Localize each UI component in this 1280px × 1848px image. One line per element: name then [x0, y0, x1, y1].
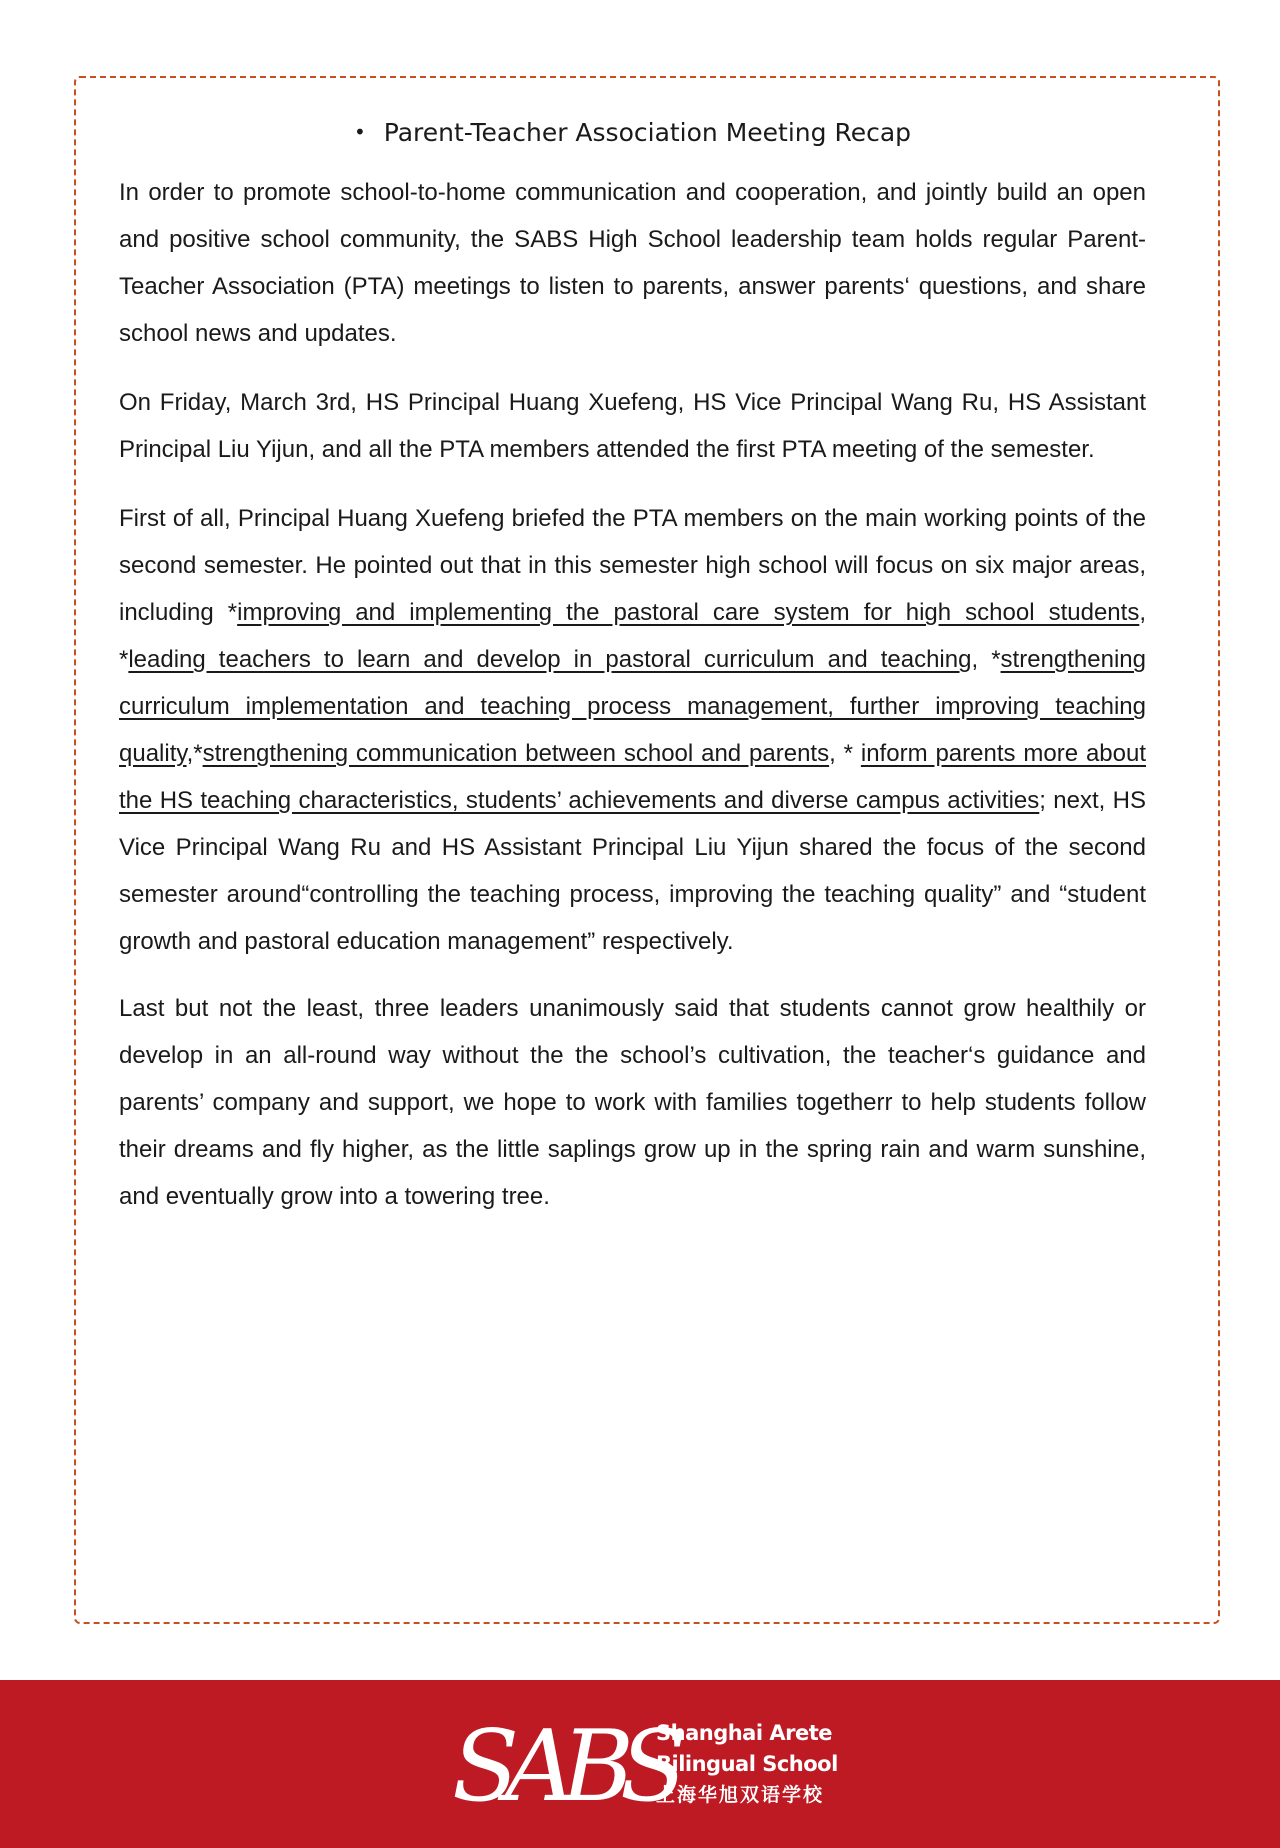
paragraph-intro: In order to promote school-to-home communication and cooperation, and jointly build an open and positive school community, the SABS High School leadership team holds regular Parent-Teacher Association (PTA) meetings to listen to parents, answer parents‘ questions, and share school news and updates.: [119, 179, 1146, 347]
focus-outro-text: ; next, HS Vice Principal Wang Ru and HS Assistant Principal Liu Yijun shared the focus of the second semester around“controlling the teaching process, improving the teaching quality” and “student growth and pastoral education management” respectively.: [119, 787, 1147, 955]
paragraph-focus-areas: [119, 495, 1146, 965]
sabs-logo-mark-icon: [452, 1710, 674, 1824]
focus-separator-3: ,*: [186, 740, 203, 767]
school-name-chinese: 上海华旭双语学校: [656, 1783, 825, 1806]
focus-area-4: strengthening communication between school and parents: [202, 740, 830, 767]
article-body: [119, 112, 1146, 1242]
focus-separator-2: , *: [971, 646, 1001, 673]
focus-separator-4: , *: [829, 740, 861, 767]
paragraph-meeting-attendees: On Friday, March 3rd, HS Principal Huang Xuefeng, HS Vice Principal Wang Ru, HS Assistant Principal Liu Yijun, and all the PTA members attended the first PTA meeting of the semester.: [119, 389, 1146, 463]
school-name-line-2: Bilingual School: [656, 1751, 838, 1776]
focus-area-1: improving and implementing the pastoral care system for high school students: [237, 599, 1140, 626]
focus-area-5: inform parents more about the HS teaching characteristics, students’ achievements and diverse campus activities: [119, 740, 1146, 814]
section-heading: [119, 112, 1146, 155]
school-logo: [452, 1710, 838, 1824]
focus-intro-text: First of all, Principal Huang Xuefeng briefed the PTA members on the main working points of the second semester. He pointed out that in this semester high school will focus on six major areas, including *: [119, 505, 1146, 626]
heading-bullet: •: [353, 120, 366, 144]
school-name-block: [656, 1718, 838, 1811]
footer-banner: [0, 1680, 1280, 1848]
heading-title: Parent-Teacher Association Meeting Recap: [383, 118, 912, 147]
paragraph-conclusion: Last but not the least, three leaders unanimously said that students cannot grow healthily or develop in an all-round way without the the school’s cultivation, the teacher‘s guidance and parents’ company and support, we hope to work with families togetherr to help students follow their dreams and fly higher, as the little saplings grow up in the spring rain and warm sunshine, and eventually grow into a towering tree.: [119, 995, 1146, 1210]
svg-text:SABS: SABS: [452, 1710, 674, 1824]
focus-separator-1: , *: [119, 599, 1146, 673]
focus-area-2: leading teachers to learn and develop in pastoral curriculum and teaching: [128, 646, 972, 673]
school-name-line-1: Shanghai Arete: [656, 1720, 832, 1745]
focus-area-3: strengthening curriculum implementation and teaching process management, further improving teaching quality: [119, 646, 1146, 767]
